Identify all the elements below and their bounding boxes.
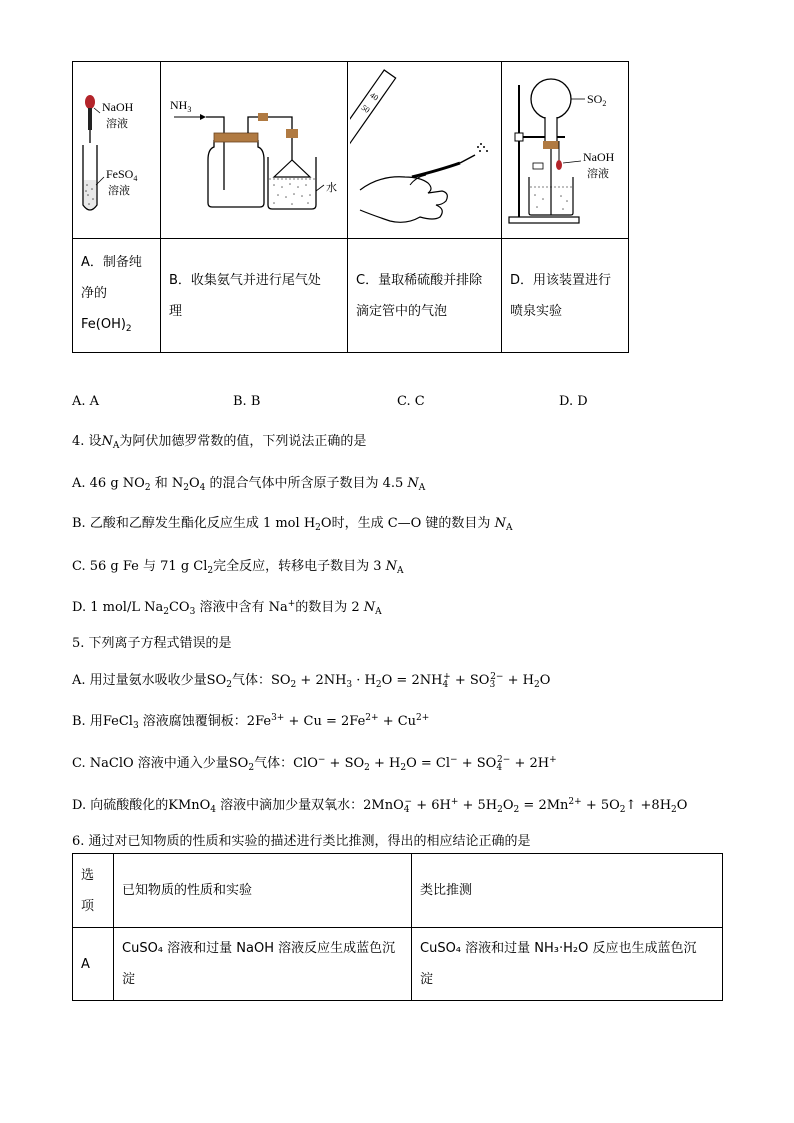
figure-c-burette-hand — [350, 65, 500, 235]
q3-option-b[interactable]: B. B — [233, 394, 261, 409]
q6-row-a-analogy: CuSO₄ 溶液和过量 NH₃·H₂O 反应也生成蓝色沉 淀 — [412, 928, 723, 1001]
q4-option-b[interactable]: B. 乙酸和乙醇发生酯化反应生成 1 mol $H_2O$时，生成 C—O 键的数目为 $N_A$ — [72, 516, 513, 533]
caption-a-line1: A．制备纯 — [81, 254, 142, 270]
caption-d — [502, 239, 629, 353]
q6-header-known: 已知物质的性质和实验 — [114, 854, 412, 928]
figa-solution-label-1: 溶液 — [105, 117, 128, 130]
figure-a-cell — [73, 62, 161, 239]
apparatus-table — [72, 61, 629, 353]
figa-feso-label: FeSO — [105, 167, 133, 181]
caption-d-line2: 喷泉实验 — [510, 303, 563, 319]
q5-option-c[interactable]: C. NaClO 溶液中通入少量$SO_2$气体：$ClO^- + SO_2 + H_2O = Cl^- + SO_4^{2-} + 2H^+$ — [72, 755, 557, 773]
q5-option-a[interactable]: A. 用过量氨水吸收少量$SO_2$气体：$SO_2 + 2NH_3 \cdot H_2O = 2NH_4^+ + SO_3^{2-} + H_2O$ — [72, 672, 551, 690]
figb-water-label: 水 — [325, 181, 337, 194]
figc-tick-40: 40 — [367, 90, 380, 103]
q4-option-a[interactable]: A. 46 g $NO_2$ 和 $N_2O_4$ 的混合气体中所含原子数目为 4.5 $N_A$ — [72, 476, 426, 493]
caption-b-line2: 理 — [169, 303, 183, 319]
caption-b — [161, 239, 348, 353]
figd-so2-label: SO — [586, 92, 602, 106]
q4-option-d[interactable]: D. 1 mol/L $Na_2CO_3$ 溶液中含有 Na+的数目为 2 $N_A$ — [72, 599, 382, 617]
q5-stem: 5. 下列离子方程式错误的是 — [72, 636, 232, 651]
caption-d-line1: D．用该装置进行 — [510, 272, 612, 288]
q6-row-a-known: CuSO₄ 溶液和过量 NaOH 溶液反应生成蓝色沉 淀 — [114, 928, 412, 1001]
figa-feso-sub: 4 — [132, 174, 137, 183]
q5-option-b[interactable]: B. 用FeCl$_3$ 溶液腐蚀覆铜板：$2Fe^{3+} + Cu = 2Fe^{2+} + Cu^{2+}$ — [72, 713, 430, 731]
q6-stem: 6. 通过对已知物质的性质和实验的描述进行类比推测，得出的相应结论正确的是 — [72, 834, 531, 849]
figure-a-dropper-tube — [74, 65, 160, 235]
figc-tick-50: 50 — [359, 102, 371, 115]
caption-c-line2: 滴定管中的气泡 — [356, 303, 448, 319]
q4-option-c[interactable]: C. 56 g Fe 与 71 g $Cl_2$完全反应，转移电子数目为 3 $N_A$ — [72, 559, 404, 576]
q4-stem: 4. 设$N_A$为阿伏加德罗常数的值，下列说法正确的是 — [72, 434, 367, 451]
svg-text:FeSO4 — [106, 167, 137, 183]
figd-solution-label: 溶液 — [586, 167, 609, 180]
figa-solution-label-2: 溶液 — [107, 184, 130, 197]
caption-c — [348, 239, 502, 353]
figd-naoh-label: NaOH — [582, 150, 614, 164]
caption-b-line1: B．收集氨气并进行尾气处 — [169, 272, 321, 288]
q6-row-a-option: A — [73, 928, 114, 1001]
svg-text:NaOH — [102, 100, 134, 114]
q3-option-a[interactable]: A. A — [72, 394, 100, 409]
caption-a-line3: $Fe(OH)_2$ — [81, 316, 132, 334]
figure-c-cell — [348, 62, 502, 239]
figure-b-gas-collection — [162, 65, 347, 235]
figure-b-cell — [161, 62, 348, 239]
figb-nh3-sub: 3 — [186, 105, 191, 114]
caption-c-line1: C．量取稀硫酸并排除 — [356, 272, 483, 288]
q6-header-option: 选 项 — [73, 854, 114, 928]
q3-option-d[interactable]: D. D — [559, 394, 588, 409]
q6-header-row — [73, 854, 723, 928]
svg-text:NH3 — [170, 98, 191, 114]
q3-option-c[interactable]: C. C — [397, 394, 425, 409]
table-row — [73, 928, 723, 1001]
figb-nh3-label: NH — [169, 98, 187, 112]
q5-option-d[interactable]: D. 向硫酸酸化的KMnO$_4$ 溶液中滴加少量双氧水：$2MnO_4^- + 6H^+ + 5H_2O_2 = 2Mn^{2+}$ + $5O_2↑ +8H_2O$ — [72, 797, 688, 815]
figd-so2-sub: 2 — [601, 99, 606, 108]
q6-table — [72, 853, 723, 1001]
svg-text:SO2 — [587, 92, 606, 108]
figa-naoh-label: NaOH — [101, 100, 133, 114]
figure-d-cell — [502, 62, 629, 239]
caption-a-line2: 净的 — [81, 285, 108, 301]
q6-header-analogy: 类比推测 — [412, 854, 723, 928]
figure-d-fountain-apparatus — [503, 65, 628, 235]
caption-a — [73, 239, 161, 353]
